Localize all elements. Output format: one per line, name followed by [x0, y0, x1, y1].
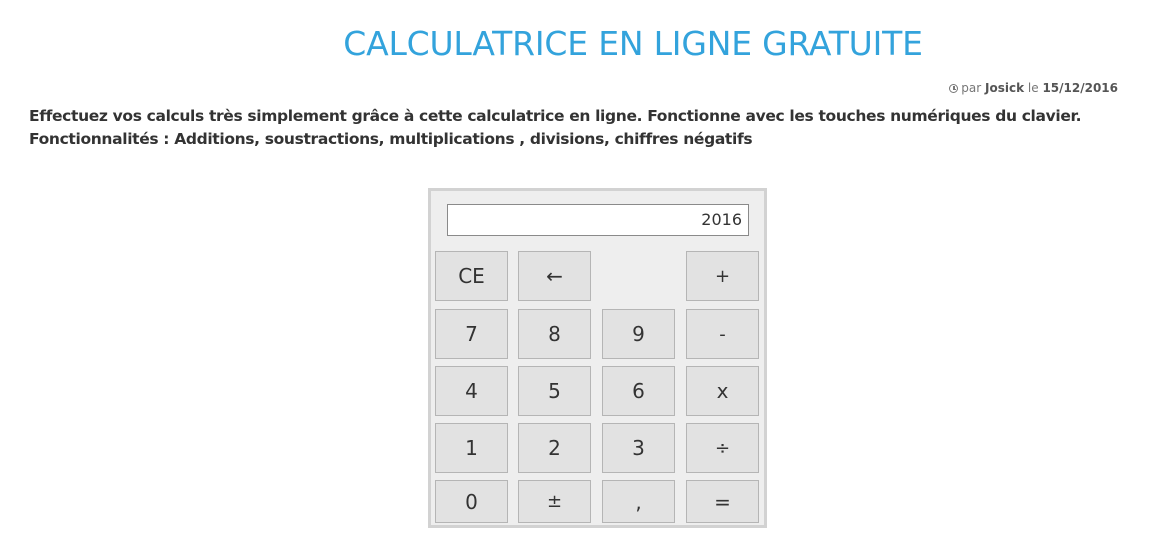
clear-button[interactable]: CE [435, 251, 508, 301]
digit-9-button[interactable]: 9 [602, 309, 675, 359]
minus-button[interactable]: - [686, 309, 759, 359]
digit-8-button[interactable]: 8 [518, 309, 591, 359]
post-meta [949, 80, 1118, 96]
intro-line-1: Effectuez vos calculs très simplement grâce à cette calculatrice en ligne. Fonctionne avec les touches numériques du clavier. [29, 107, 1082, 125]
digit-6-button[interactable]: 6 [602, 366, 675, 416]
divide-button[interactable]: ÷ [686, 423, 759, 473]
decimal-button[interactable]: , [602, 480, 675, 523]
digit-4-button[interactable]: 4 [435, 366, 508, 416]
sign-toggle-button[interactable]: ± [518, 480, 591, 523]
digit-2-button[interactable]: 2 [518, 423, 591, 473]
digit-7-button[interactable]: 7 [435, 309, 508, 359]
equals-button[interactable]: = [686, 480, 759, 523]
multiply-button[interactable]: x [686, 366, 759, 416]
page-title: CALCULATRICE EN LIGNE GRATUITE [343, 24, 923, 63]
intro-line-2: Fonctionnalités : Additions, soustractions, multiplications , divisions, chiffres négatifs [29, 130, 753, 148]
date-prefix: le [1027, 81, 1039, 95]
clock-icon [949, 84, 958, 93]
intro-text [29, 105, 1139, 151]
digit-1-button[interactable]: 1 [435, 423, 508, 473]
author-name[interactable]: Josick [985, 81, 1025, 95]
digit-0-button[interactable]: 0 [435, 480, 508, 523]
plus-button[interactable]: + [686, 251, 759, 301]
digit-3-button[interactable]: 3 [602, 423, 675, 473]
calculator-display[interactable]: 2016 [447, 204, 749, 236]
by-label: par [961, 81, 982, 95]
calculator [428, 188, 767, 528]
backspace-button[interactable]: ← [518, 251, 591, 301]
post-date: 15/12/2016 [1042, 81, 1118, 95]
digit-5-button[interactable]: 5 [518, 366, 591, 416]
